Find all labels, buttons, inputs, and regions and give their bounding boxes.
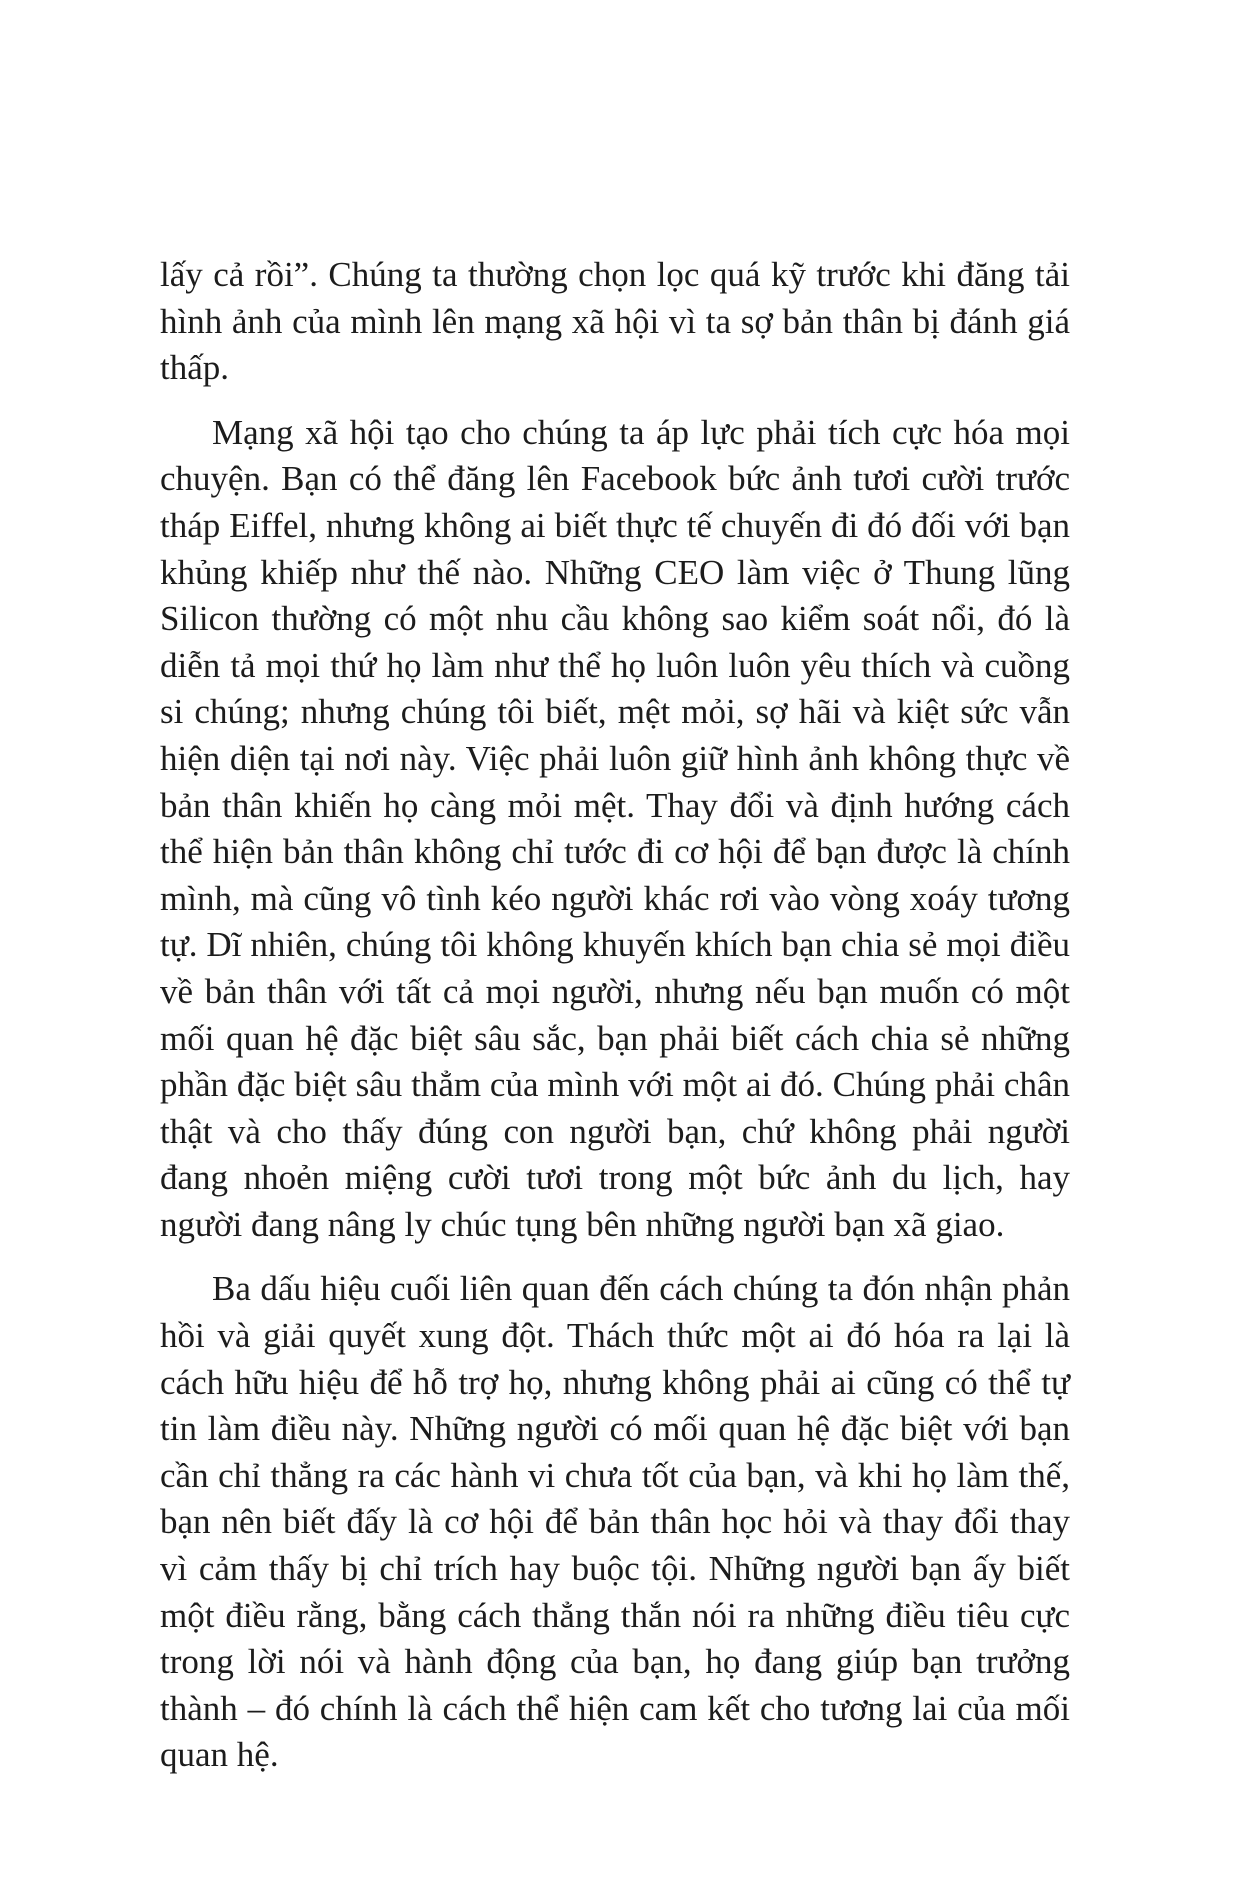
paragraph-2: Mạng xã hội tạo cho chúng ta áp lực phải tích cực hóa mọi chuyện. Bạn có thể đăng lên Facebook bức ảnh tươi cười trước tháp Eiffel, nhưng không ai biết thực tế chuyến đi đó đối với bạn khủng khiếp như thế nào. Những CEO làm việc ở Thung lũng Silicon thường có một nhu cầu không sao kiểm soát nổi, đó là diễn tả mọi thứ họ làm như thể họ luôn luôn yêu thích và cuồng si chúng; nhưng chúng tôi biết, mệt mỏi, sợ hãi và kiệt sức vẫn hiện diện tại nơi này. Việc phải luôn giữ hình ảnh không thực về bản thân khiến họ càng mỏi mệt. Thay đổi và định hướng cách thể hiện bản thân không chỉ tước đi cơ hội để bạn được là chính mình, mà cũng vô tình kéo người khác rơi vào vòng xoáy tương tự. Dĩ nhiên, chúng tôi không khuyến khích bạn chia sẻ mọi điều về bản thân với tất cả mọi người, nhưng nếu bạn muốn có một mối quan hệ đặc biệt sâu sắc, bạn phải biết cách chia sẻ những phần đặc biệt sâu thẳm của mình với một ai đó. Chúng phải chân thật và cho thấy đúng con người bạn, chứ không phải người đang nhoẻn miệng cười tươi trong một bức ảnh du lịch, hay người đang nâng ly chúc tụng bên những người bạn xã giao. (160, 412, 1070, 1244)
body-text (160, 252, 1070, 1779)
paragraph-1: lấy cả rồi”. Chúng ta thường chọn lọc quá kỹ trước khi đăng tải hình ảnh của mình lên mạng xã hội vì ta sợ bản thân bị đánh giá thấp. (160, 255, 1070, 388)
paragraph-3: Ba dấu hiệu cuối liên quan đến cách chúng ta đón nhận phản hồi và giải quyết xung đột. Thách thức một ai đó hóa ra lại là cách hữu hiệu để hỗ trợ họ, nhưng không phải ai cũng có thể tự tin làm điều này. Những người có mối quan hệ đặc biệt với bạn cần chỉ thẳng ra các hành vi chưa tốt của bạn, và khi họ làm thế, bạn nên biết đấy là cơ hội để bản thân học hỏi và thay đổi thay vì cảm thấy bị chỉ trích hay buộc tội. Những người bạn ấy biết một điều rằng, bằng cách thẳng thắn nói ra những điều tiêu cực trong lời nói và hành động của bạn, họ đang giúp bạn trưởng thành – đó chính là cách thể hiện cam kết cho tương lai của mối quan hệ. (160, 1269, 1070, 1775)
